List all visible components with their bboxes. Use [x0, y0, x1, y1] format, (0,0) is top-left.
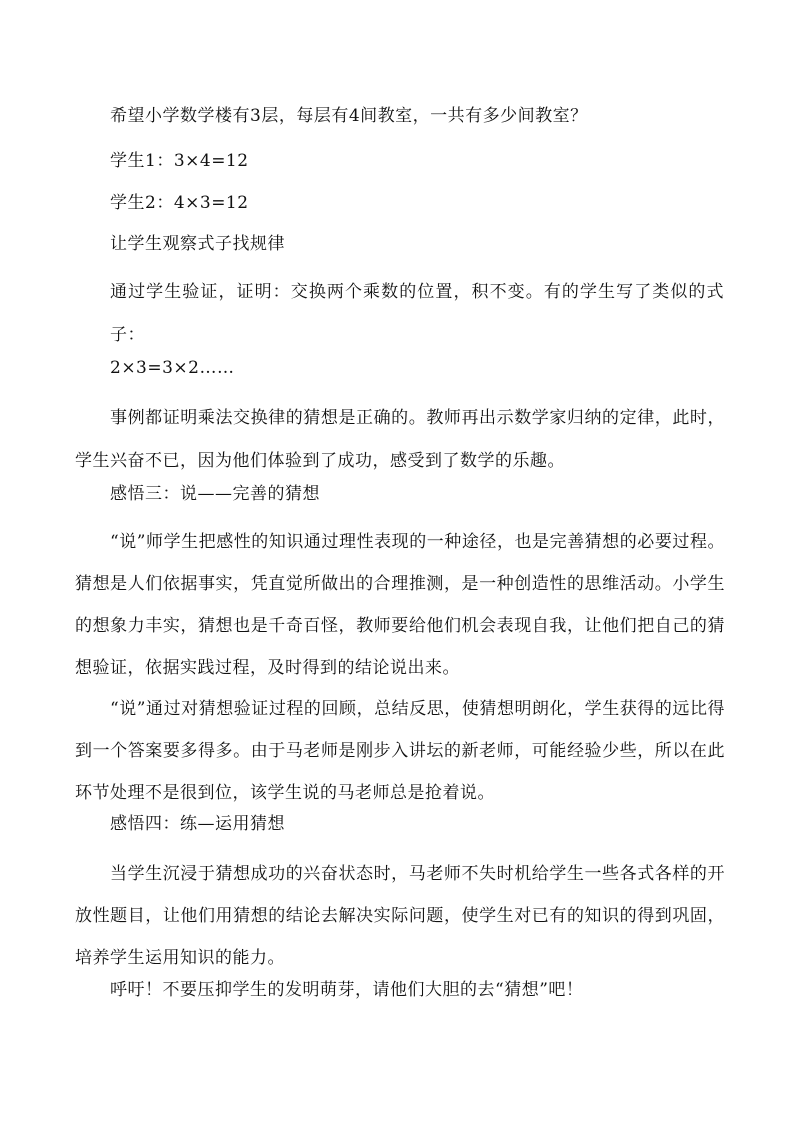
- paragraph-observe-pattern: 让学生观察式子找规律: [110, 234, 285, 254]
- paragraph-speaking-importance: “说”师学生把感性的知识通过理性表现的一种途径，也是完善猜想的必要过程。猜想是人们依据事实，凭直觉所做出的合理推测，是一种创造性的思维活动。小学生的想象力丰实，猜想也是千奇百怪，教师要给他们机会表现自我，让他们把自己的猜想验证，依据实践过程，及时得到的结论说出来。: [75, 532, 725, 678]
- paragraph-speaking-reflection: “说”通过对猜想验证过程的回顾，总结反思，使猜想明朗化，学生获得的远比得到一个答案要多得多。由于马老师是刚步入讲坛的新老师，可能经验少些，所以在此环节处理不是很到位，该学生说的马老师总是抢着说。: [75, 699, 725, 803]
- paragraph-closing-appeal: 呼吁！不要压抑学生的发明萌芽，请他们大胆的去“猜想”吧！: [110, 980, 584, 1000]
- paragraph-student-1-answer: 学生1：3×4=12: [110, 151, 249, 171]
- paragraph-verification: 通过学生验证，证明：交换两个乘数的位置，积不变。有的学生写了类似的式子：: [110, 282, 724, 345]
- section-heading-insight-four: 感悟四：练—运用猜想: [110, 814, 285, 834]
- paragraph-problem-statement: 希望小学数学楼有3层，每层有4间教室，一共有多少间教室？: [110, 106, 588, 126]
- section-heading-insight-three: 感悟三：说——完善的猜想: [110, 484, 320, 504]
- paragraph-example-equation: 2×3=3×2……: [110, 358, 235, 378]
- paragraph-proof-conclusion: 事例都证明乘法交换律的猜想是正确的。教师再出示数学家归纳的定律，此时，学生兴奋不已，因为他们体验到了成功，感受到了数学的乐趣。: [75, 408, 725, 471]
- paragraph-student-2-answer: 学生2：4×3=12: [110, 193, 249, 213]
- paragraph-practice-application: 当学生沉浸于猜想成功的兴奋状态时，马老师不失时机给学生一些各式各样的开放性题目，让他们用猜想的结论去解决实际问题，使学生对已有的知识的得到巩固，培养学生运用知识的能力。: [75, 864, 725, 968]
